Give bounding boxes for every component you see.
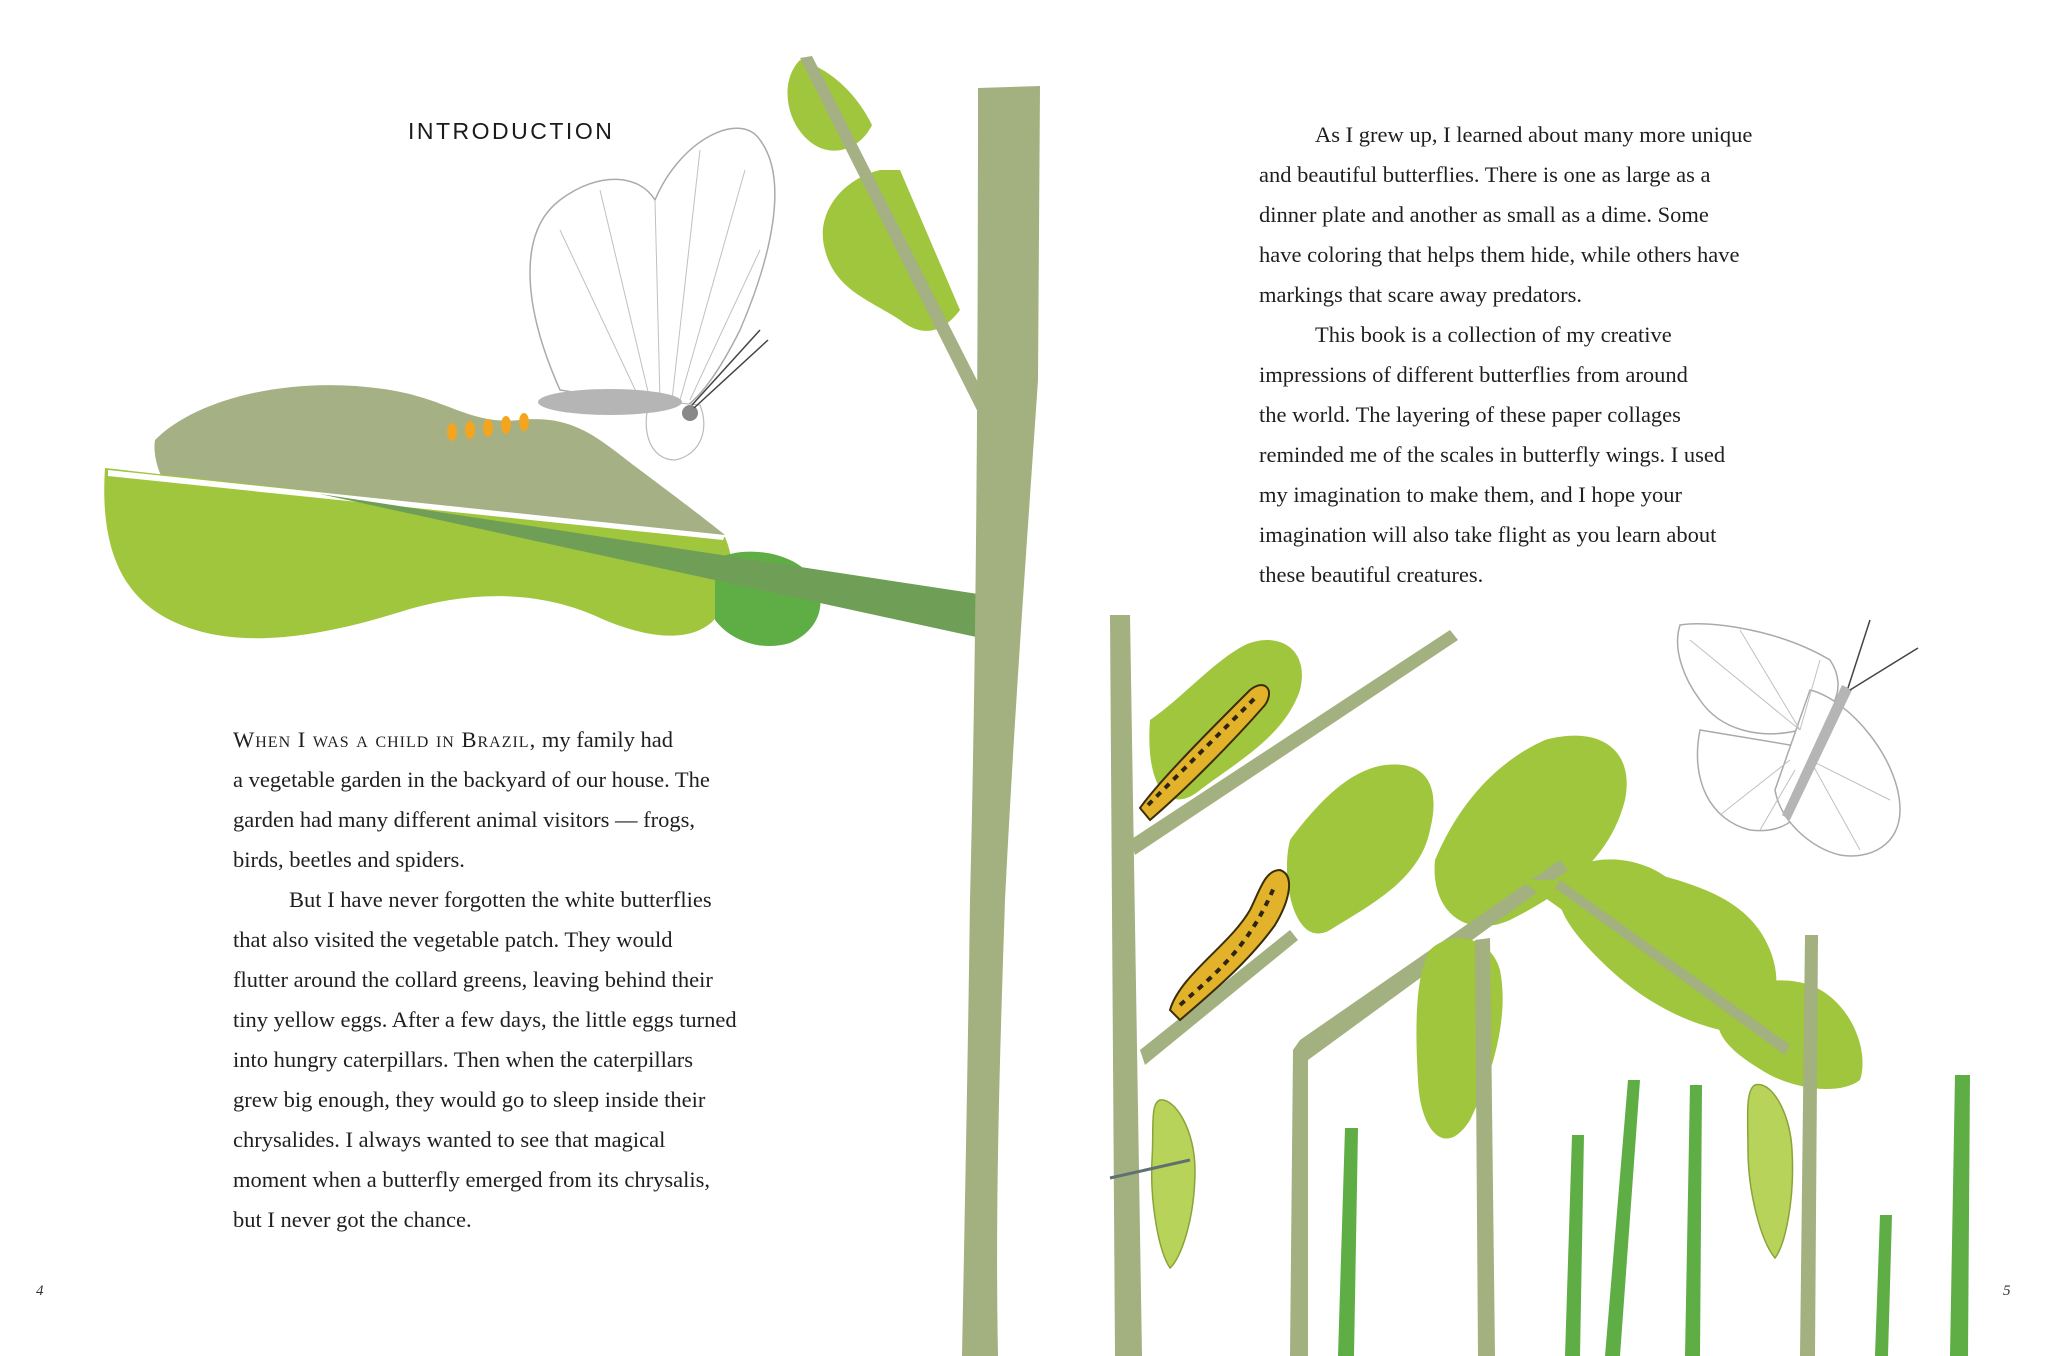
lower-butterfly-antennae	[1848, 620, 1918, 690]
left-line-7: tiny yellow eggs. After a few days, the little eggs turned	[233, 1007, 737, 1032]
left-line-4: But I have never forgotten the white butterflies	[289, 887, 712, 912]
right-line-4: markings that scare away predators.	[1259, 282, 1582, 307]
page-number-left: 4	[36, 1283, 44, 1299]
grass-blade-2	[1565, 1135, 1584, 1356]
grass-blade-5	[1950, 1075, 1970, 1356]
right-line-5: This book is a collection of my creative	[1315, 322, 1672, 347]
right-line-11: these beautiful creatures.	[1259, 562, 1484, 587]
right-line-8: reminded me of the scales in butterfly wings. I used	[1259, 442, 1726, 467]
left-line-12: but I never got the chance.	[233, 1207, 472, 1232]
caterpillar-lower	[1170, 870, 1289, 1020]
grass-blade-6	[1875, 1215, 1892, 1356]
grass-blade-4	[1685, 1085, 1702, 1356]
butterfly-body	[538, 389, 682, 415]
right-leaf-b	[1287, 764, 1434, 933]
left-line-0: When I was a child in Brazil, my family had	[233, 727, 674, 752]
lead-in-small-caps: When I was a child in Brazil,	[233, 727, 537, 752]
left-line-5: that also visited the vegetable patch. They would	[233, 927, 673, 952]
right-line-3: have coloring that helps them hide, while others have	[1259, 242, 1740, 267]
right-column-text	[1259, 115, 1849, 595]
left-column-text	[233, 720, 813, 1240]
left-line-2: garden had many different animal visitors — frogs,	[233, 807, 695, 832]
left-line-9: grew big enough, they would go to sleep inside their	[233, 1087, 706, 1112]
left-line-10: chrysalides. I always wanted to see that magical	[233, 1127, 666, 1152]
right-leaf-g	[1718, 980, 1863, 1089]
left-line-6: flutter around the collard greens, leaving behind their	[233, 967, 713, 992]
left-line-3: birds, beetles and spiders.	[233, 847, 465, 872]
left-leaf-cluster	[104, 385, 998, 646]
butterfly-sketch-lower	[1678, 620, 1918, 856]
right-line-6: impressions of different butterflies from around	[1259, 362, 1688, 387]
page-heading: INTRODUCTION	[408, 118, 615, 144]
left-line-8: into hungry caterpillars. Then when the caterpillars	[233, 1047, 694, 1072]
right-line-10: imagination will also take flight as you learn about	[1259, 522, 1717, 547]
right-line-0: As I grew up, I learned about many more unique	[1315, 122, 1753, 147]
right-line-9: my imagination to make them, and I hope your	[1259, 482, 1683, 507]
grass-blade-1	[1338, 1128, 1358, 1356]
right-line-7: the world. The layering of these paper collages	[1259, 402, 1681, 427]
right-line-1: and beautiful butterflies. There is one as large as a	[1259, 162, 1711, 187]
left-line-11: moment when a butterfly emerged from its chrysalis,	[233, 1167, 710, 1192]
chrysalis-right	[1748, 1084, 1793, 1258]
butterfly-sketch-top	[530, 128, 775, 460]
grass-blade-3	[1605, 1080, 1640, 1356]
left-line-1: a vegetable garden in the backyard of our house. The	[233, 767, 710, 792]
main-trunk	[962, 86, 1040, 1356]
right-line-2: dinner plate and another as small as a dime. Some	[1259, 202, 1709, 227]
page-number-right: 5	[2003, 1283, 2011, 1299]
right-stem-1	[1110, 615, 1142, 1356]
